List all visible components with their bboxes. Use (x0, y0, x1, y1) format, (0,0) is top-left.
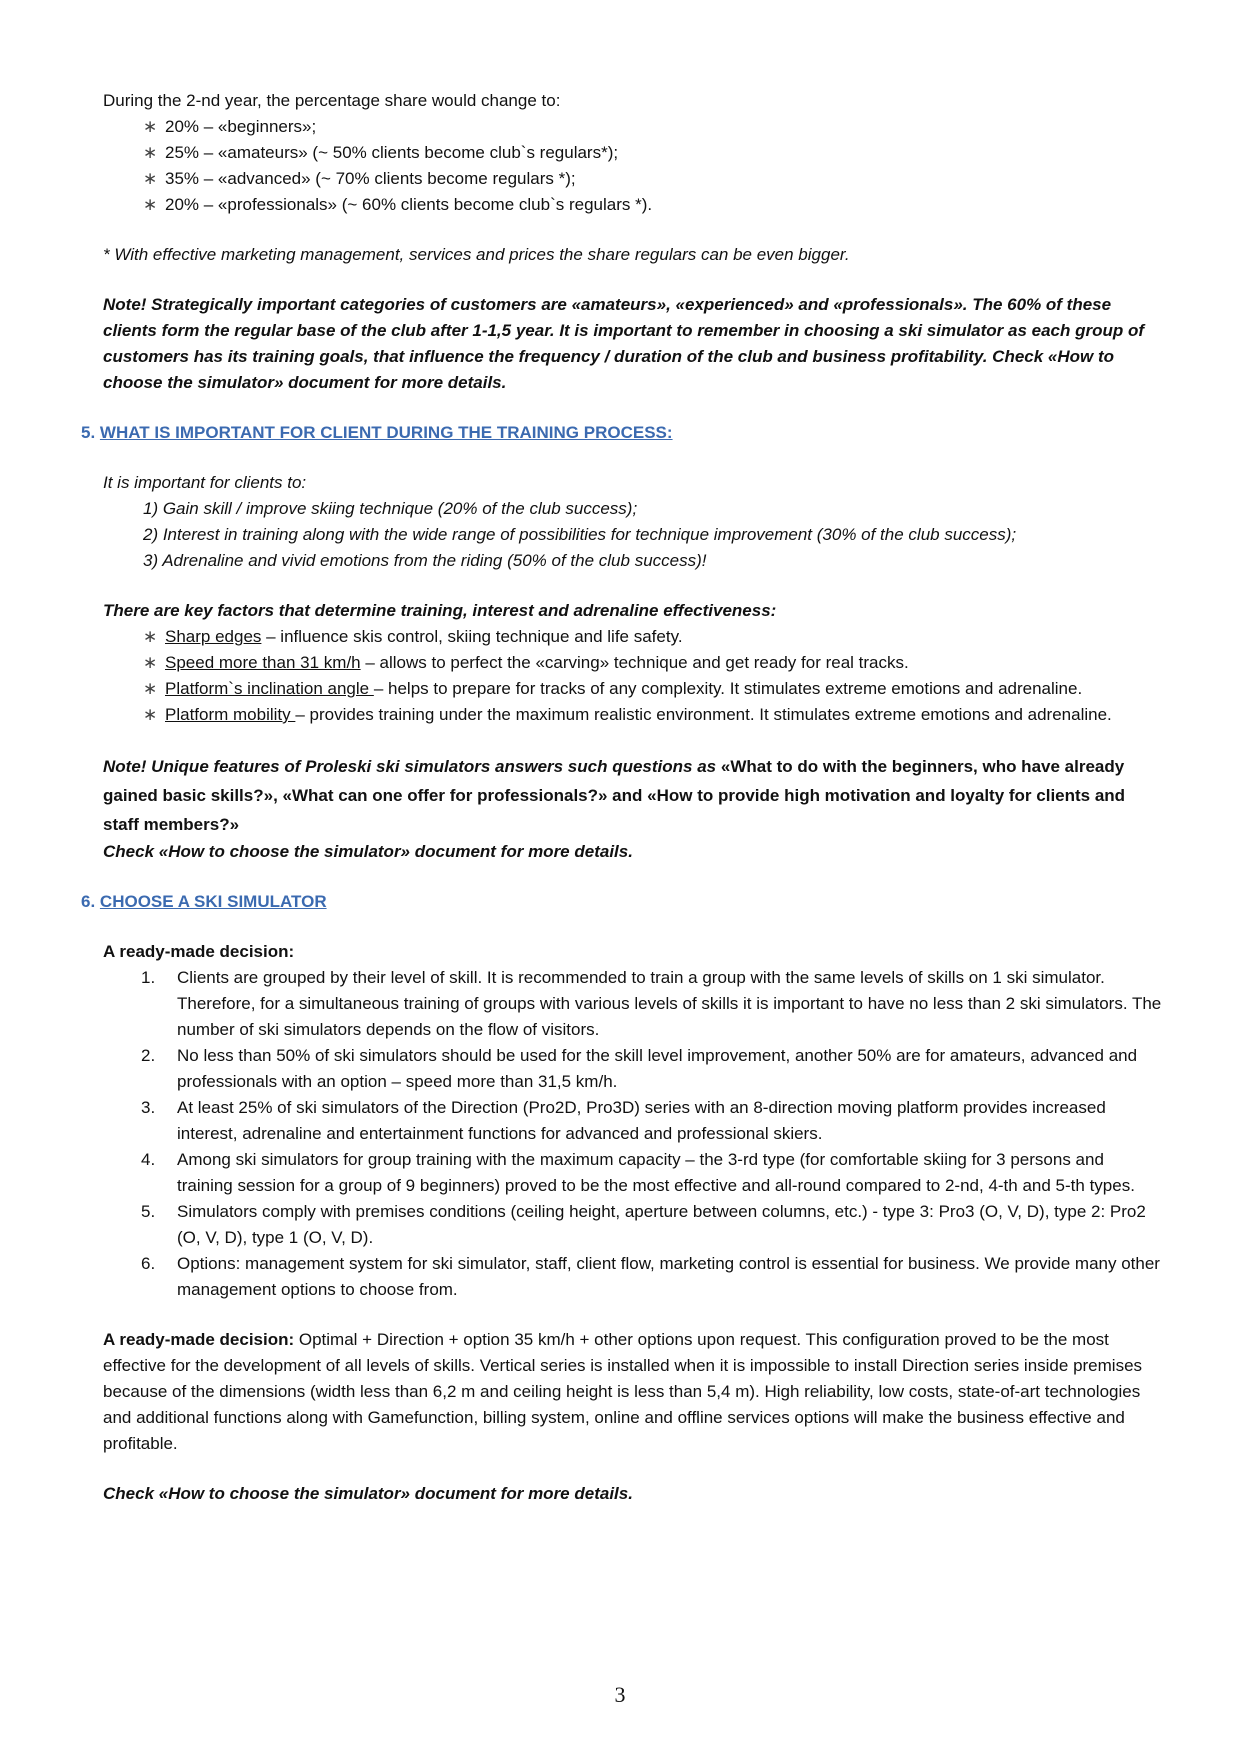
factor-item: ∗ Platform`s inclination angle – helps to prepare for tracks of any complexity. It stimulates extreme emotions and adrenaline. (143, 676, 1163, 702)
share-list (103, 114, 1163, 218)
client-priorities-list (103, 496, 1163, 574)
priority-item: 2) Interest in training along with the wide range of possibilities for technique improvement (30% of the club success); (143, 525, 1017, 544)
factor-item: ∗ Speed more than 31 km/h – allows to perfect the «carving» technique and get ready for real tracks. (143, 650, 1163, 676)
section-number: 6. (81, 892, 96, 911)
page-number: 3 (614, 1682, 626, 1707)
check-document-note: Check «How to choose the simulator» document for more details. (103, 842, 633, 861)
factor-term: Platform`s inclination angle (165, 679, 374, 698)
intro-text: During the 2-nd year, the percentage share would change to: (103, 91, 561, 110)
decision-item: 2. No less than 50% of ski simulators should be used for the skill level improvement, another 50% are for amateurs, advanced and professionals with an option – speed more than 31,5 km/h. (141, 1046, 1138, 1091)
section-title: CHOOSE A SKI SIMULATOR (99, 892, 327, 911)
share-item: ∗ 20% – «professionals» (~ 60% clients become club`s regulars *). (143, 192, 1163, 218)
factor-item: ∗ Platform mobility – provides training under the maximum realistic environment. It stimulates extreme emotions and adrenaline. (143, 702, 1163, 728)
factor-term: Platform mobility (165, 705, 296, 724)
priority-item: 3) Adrenaline and vivid emotions from the riding (50% of the club success)! (143, 551, 707, 570)
section-5-heading (81, 420, 1163, 446)
note-strategic: Note! Strategically important categories of customers are «amateurs», «experienced» and «professionals». The 60% of these clients form the regular base of the club after 1-1,5 year. It is important to remember in choosing a ski simulator as each group of customers has its training goals, that influence the frequency / duration of the club and business profitability. Check «How to choose the simulator» document for more details. (103, 295, 1145, 392)
share-item: ∗ 35% – «advanced» (~ 70% clients become regulars *); (143, 166, 1163, 192)
decision-item: 1. Clients are grouped by their level of skill. It is recommended to train a group with the same levels of skills on 1 ski simulator. Therefore, for a simultaneous training of groups with various levels of skills it is important to have no less than 2 ski simulators. The number of ski simulators depends on the flow of visitors. (141, 968, 1162, 1039)
footnote: * With effective marketing management, services and prices the share regulars can be even bigger. (103, 245, 850, 264)
decision-summary: A ready-made decision: Optimal + Direction + option 35 km/h + other options upon request. This configuration proved to be the most effective for the development of all levels of skills. Vertical series is installed when it is impossible to install Direction series inside premises because of the dimensions (width less than 6,2 m and ceiling height is less than 5,4 m). High reliability, low costs, state-of-art technologies and additional functions along with Gamefunction, billing system, online and offline services options will make the business effective and profitable. (103, 1330, 1143, 1453)
decision-item: 4. Among ski simulators for group training with the maximum capacity – the 3-rd type (for comfortable skiing for 3 persons and training session for a group of 9 beginners) proved to be the most effective and all-round compared to 2-nd, 4-th and 5-th types. (141, 1150, 1135, 1195)
check-document-note: Check «How to choose the simulator» document for more details. (103, 1484, 633, 1503)
section-number: 5. (81, 423, 96, 442)
decision-label: A ready-made decision: (103, 942, 295, 961)
factor-item: ∗ Sharp edges – influence skis control, skiing technique and life safety. (143, 624, 1163, 650)
factors-lead: There are key factors that determine training, interest and adrenaline effectiveness: (103, 601, 777, 620)
section-title: WHAT IS IMPORTANT FOR CLIENT DURING THE TRAINING PROCESS: (99, 423, 673, 442)
decision-item: 6. Options: management system for ski simulator, staff, client flow, marketing control is essential for business. We provide many other management options to choose from. (141, 1254, 1160, 1299)
priority-item: 1) Gain skill / improve skiing technique (20% of the club success); (143, 499, 638, 518)
share-item: ∗ 20% – «beginners»; (143, 114, 1163, 140)
document-page (81, 88, 1163, 1507)
section-5-lead: It is important for clients to: (103, 473, 307, 492)
decision-list (103, 965, 1163, 1303)
factors-list (103, 624, 1163, 728)
factor-term: Speed more than 31 km/h (165, 653, 361, 672)
section-6-heading (81, 889, 1163, 915)
decision-item: 3. At least 25% of ski simulators of the Direction (Pro2D, Pro3D) series with an 8-direction moving platform provides increased interest, adrenaline and entertainment functions for advanced and professional skiers. (141, 1098, 1106, 1143)
decision-item: 5. Simulators comply with premises conditions (ceiling height, aperture between columns, etc.) - type 3: Pro3 (O, V, D), type 2: Pro2 (O, V, D), type 1 (O, V, D). (141, 1202, 1146, 1247)
note-unique-features: Note! Unique features of Proleski ski simulators answers such questions as «What to do with the beginners, who have already gained basic skills?», «What can one offer for professionals?» and «How to provide high motivation and loyalty for clients and staff members?» (103, 757, 1126, 834)
share-item: ∗ 25% – «amateurs» (~ 50% clients become club`s regulars*); (143, 140, 1163, 166)
factor-term: Sharp edges (165, 627, 262, 646)
